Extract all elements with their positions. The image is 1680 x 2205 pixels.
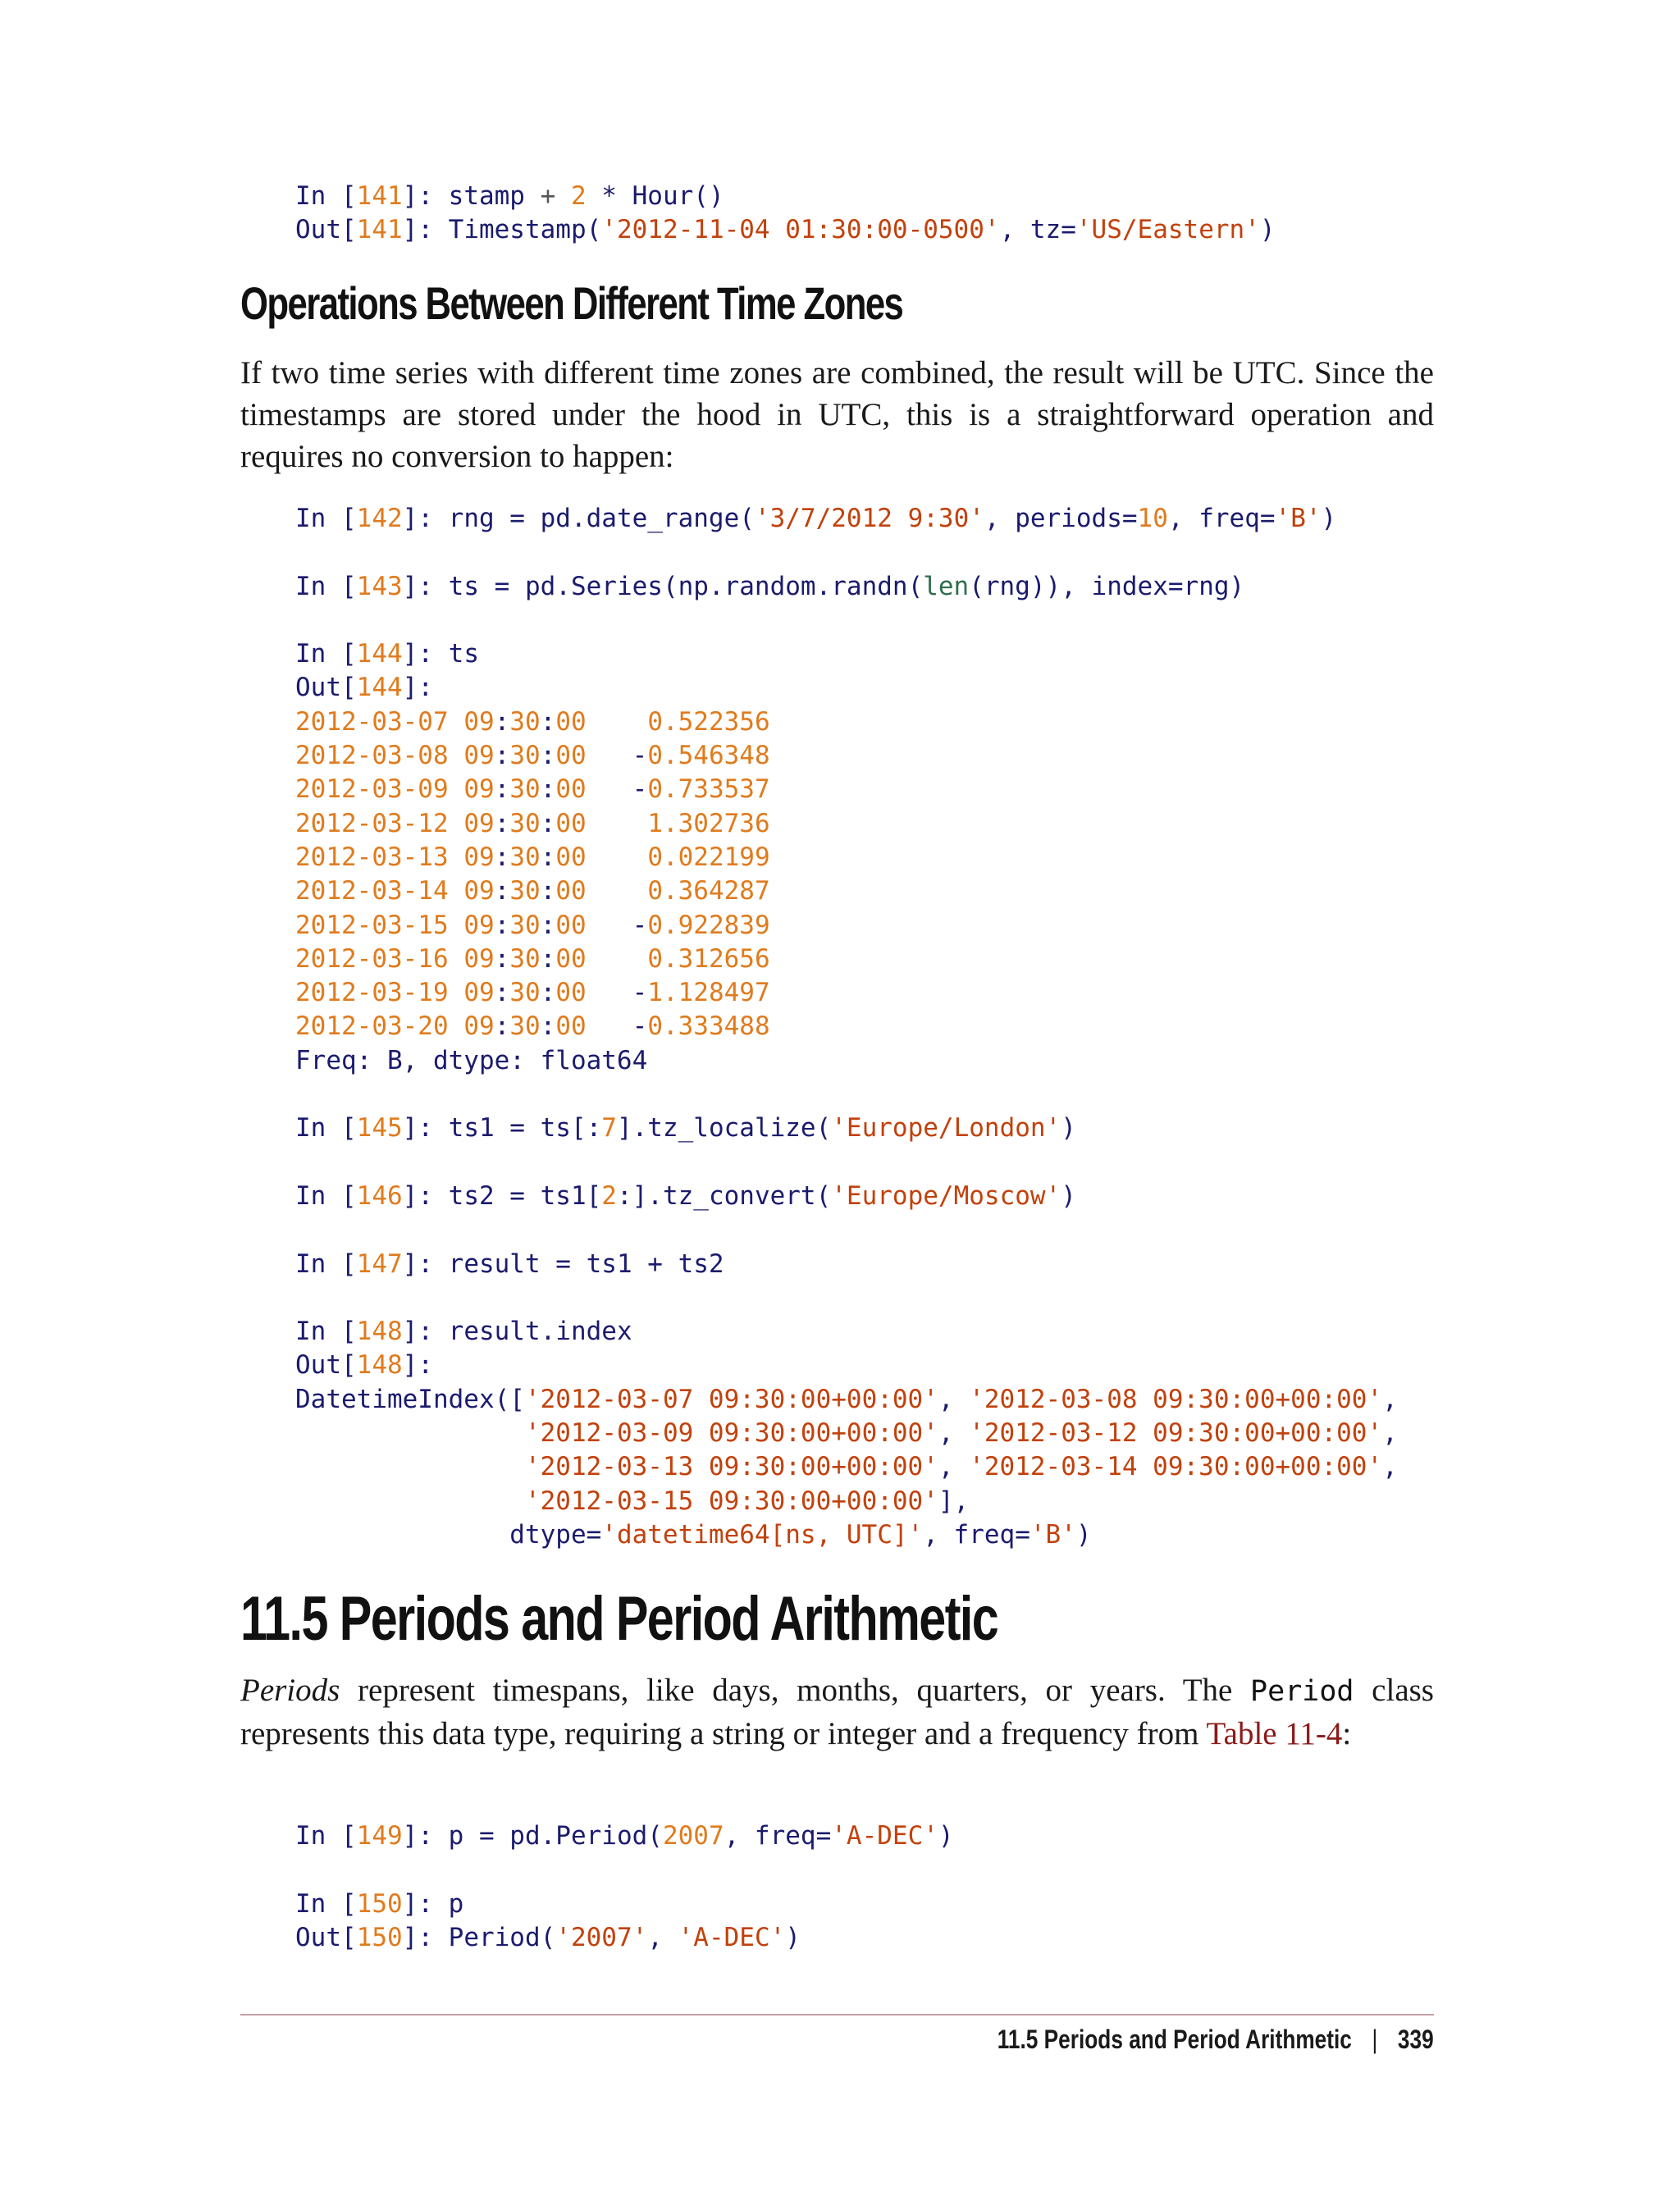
code-line-dti-3: '2012-03-13 09:30:00+00:00', '2012-03-14 09:30:00+00:00', — [524, 1452, 1398, 1482]
code-line-in149: In [149]: p = pd.Period(2007, freq='A-DEC') — [295, 1821, 954, 1851]
series-row: 2012-03-20 09:30:00 -0.333488 — [295, 1011, 770, 1042]
section-heading: Operations Between Different Time Zones — [240, 277, 903, 329]
series-row: 2012-03-15 09:30:00 -0.922839 — [295, 910, 770, 940]
inline-code-period: Period — [1250, 1675, 1354, 1708]
periods-term: Periods — [240, 1673, 340, 1708]
code-line-out150: Out[150]: Period('2007', 'A-DEC') — [295, 1922, 801, 1952]
series-row: 2012-03-07 09:30:00 0.522356 — [295, 706, 770, 737]
series-row: 2012-03-16 09:30:00 0.312656 — [295, 943, 770, 974]
code-line-in146: In [146]: ts2 = ts1[2:].tz_convert('Europe/Moscow') — [295, 1180, 1076, 1211]
body-paragraph-timezones: If two time series with different time zones are combined, the result will be UTC. Since the timestamps are stored under the hood in UTC, this is a straightforward operation and requires no conversion to happen: — [240, 355, 1434, 474]
series-row: 2012-03-13 09:30:00 0.022199 — [295, 842, 770, 872]
body-paragraph-periods: Periods represent timespans, like days, months, quarters, or years. The Period class represents this data type, requiring a string or integer and a frequency from Table 11-4: — [240, 1673, 1434, 1751]
page-number: 339 — [1398, 2025, 1434, 2054]
code-line-dti-1: DatetimeIndex(['2012-03-07 09:30:00+00:00', '2012-03-08 09:30:00+00:00', — [295, 1384, 1398, 1414]
footer-divider — [240, 2014, 1434, 2016]
code-line-dti-2: '2012-03-09 09:30:00+00:00', '2012-03-12 09:30:00+00:00', — [524, 1418, 1398, 1449]
code-line-in150: In [150]: p — [295, 1888, 464, 1919]
code-block-period — [295, 1819, 954, 1955]
code-line-dti-4: '2012-03-15 09:30:00+00:00'], — [524, 1486, 970, 1516]
code-line-in141: In [141]: stamp + 2 * Hour() — [295, 181, 724, 211]
code-line-in148: In [148]: result.index — [295, 1317, 632, 1347]
code-line-dti-5: dtype='datetime64[ns, UTC]', freq='B') — [509, 1519, 1092, 1550]
chapter-section-heading: 11.5 Periods and Period Arithmetic — [240, 1584, 998, 1654]
code-line-in142: In [142]: rng = pd.date_range('3/7/2012 9:30', periods=10, freq='B') — [295, 504, 1337, 533]
series-row: 2012-03-09 09:30:00 -0.733537 — [295, 774, 770, 805]
code-line-in145: In [145]: ts1 = ts[:7].tz_localize('Europe/London') — [295, 1113, 1076, 1144]
series-row: 2012-03-19 09:30:00 -1.128497 — [295, 978, 770, 1008]
table-reference-link[interactable]: Table 11-4 — [1206, 1716, 1343, 1751]
footer-section-title: 11.5 Periods and Period Arithmetic — [998, 2025, 1353, 2054]
series-row: 2012-03-14 09:30:00 0.364287 — [295, 876, 770, 906]
footer-separator: | — [1372, 2025, 1378, 2054]
series-row: 2012-03-08 09:30:00 -0.546348 — [295, 741, 770, 771]
code-line-out141: Out[141]: Timestamp('2012-11-04 01:30:00-0500', tz='US/Eastern') — [295, 215, 1276, 245]
code-line-out148: Out[148]: — [295, 1350, 433, 1381]
code-block-timezones — [295, 502, 1398, 1552]
code-line-in147: In [147]: result = ts1 + ts2 — [295, 1249, 724, 1279]
series-row: 2012-03-12 09:30:00 1.302736 — [295, 808, 770, 838]
code-line-out144: Out[144]: — [295, 673, 433, 703]
code-line-freq: Freq: B, dtype: float64 — [295, 1045, 648, 1075]
code-block-timestamp — [295, 180, 1276, 248]
page-footer — [998, 2025, 1434, 2055]
code-line-in143: In [143]: ts = pd.Series(np.random.randn(len(rng)), index=rng) — [295, 571, 1245, 601]
code-line-in144: In [144]: ts — [295, 639, 479, 669]
